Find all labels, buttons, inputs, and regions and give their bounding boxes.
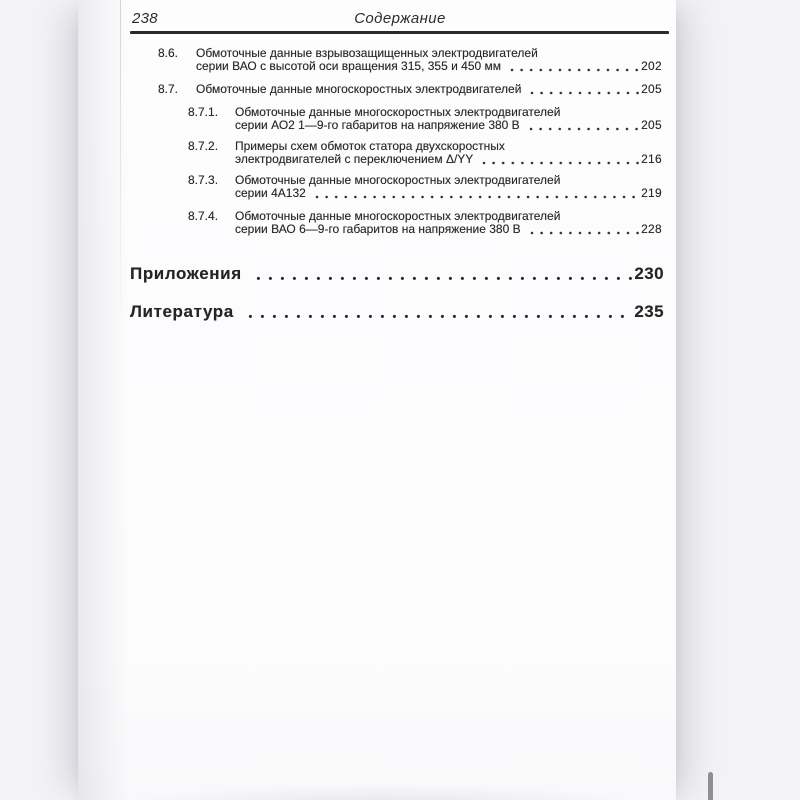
folio-page-number: 238 [132,10,158,27]
toc-entry-8-7-4 [188,210,662,236]
entry-line-text: серии 4А132 [235,186,306,200]
entry-number: 8.7.4. [188,209,219,223]
scanned-book-page [78,0,676,800]
toc-entry-8-7-2 [188,140,662,166]
entry-page-number: 219 [641,186,662,200]
section-page-number: 230 [634,264,664,283]
entry-number: 8.6. [158,46,179,60]
entry-number: 8.7.2. [188,139,219,153]
dot-leader [313,187,640,200]
section-label: Литература [130,302,234,321]
dot-leader [527,119,640,132]
entry-line [235,187,662,200]
scrollbar-thumb[interactable] [708,772,713,800]
entry-line [235,119,662,132]
dot-leader [508,60,640,73]
entry-text [235,174,662,200]
dot-leader [528,223,640,236]
entry-line-text: электродвигателей с переключением Δ/YY [235,152,474,166]
page-title: Содержание [354,10,446,27]
entry-line [196,60,662,73]
entry-page-number: 228 [641,222,662,236]
section-appendices [130,264,664,283]
toc-content [130,0,670,800]
entry-line: Обмоточные данные многоскоростных электродвигателей [235,173,561,187]
page-header [130,10,670,29]
entry-text [235,210,662,236]
entry-line [196,83,662,96]
entry-line: Обмоточные данные взрывозащищенных электродвигателей [196,46,538,60]
dot-leader [254,264,633,283]
entry-text [235,106,662,132]
entry-line: Обмоточные данные многоскоростных электродвигателей [235,105,561,119]
toc-entry-8-6 [158,47,662,73]
section-label: Приложения [130,264,242,283]
entry-line-text: Обмоточные данные многоскоростных электродвигателей [196,82,522,96]
entry-page-number: 202 [641,59,662,73]
header-rule [130,31,669,34]
entry-page-number: 205 [641,82,662,96]
entry-line-text: серии ВАО 6—9-го габаритов на напряжение 380 В [235,222,521,236]
entry-page-number: 216 [641,152,662,166]
section-literature [130,302,664,321]
toc-entry-8-7 [158,83,662,96]
page-gutter-shadow [78,0,130,800]
entry-line: Обмоточные данные многоскоростных электродвигателей [235,209,561,223]
entry-number: 8.7.1. [188,105,219,119]
dot-leader [246,302,633,321]
entry-number: 8.7.3. [188,173,219,187]
entry-line: Примеры схем обмоток статора двухскоростных [235,139,505,153]
entry-line-text: серии АО2 1—9-го габаритов на напряжение 380 В [235,118,520,132]
entry-text [196,83,662,96]
section-page-number: 235 [634,302,664,321]
entry-text [196,47,662,73]
entry-page-number: 205 [641,118,662,132]
entry-line-text: серии ВАО с высотой оси вращения 315, 355 и 450 мм [196,59,501,73]
page-crease-line [120,0,121,340]
entry-line [235,153,662,166]
dot-leader [480,153,640,166]
toc-entry-8-7-1 [188,106,662,132]
entry-line [235,223,662,236]
entry-text [235,140,662,166]
toc-entry-8-7-3 [188,174,662,200]
dot-leader [528,83,640,96]
entry-number: 8.7. [158,82,179,96]
